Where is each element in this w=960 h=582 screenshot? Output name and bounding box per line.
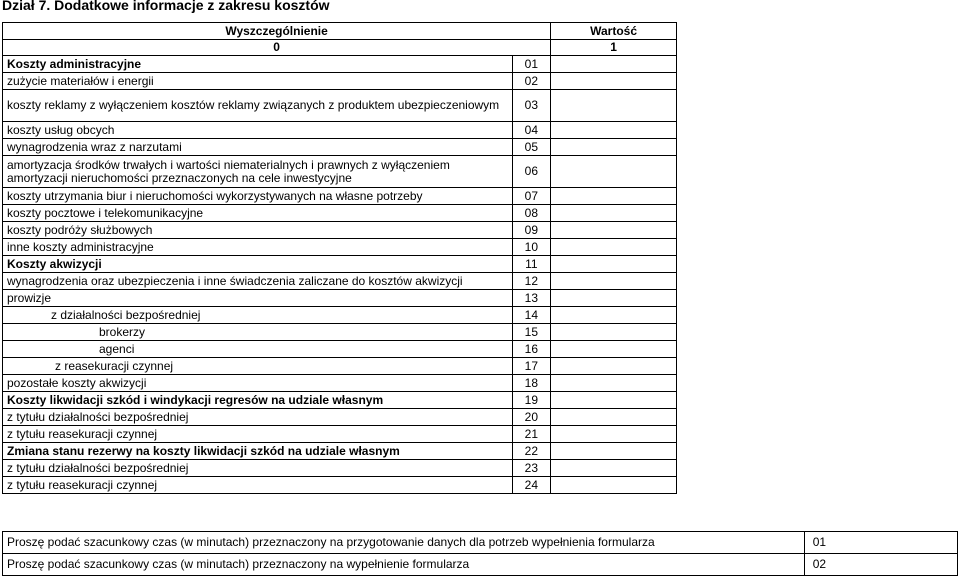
row-label: koszty pocztowe i telekomunikacyjne bbox=[3, 205, 513, 222]
table-row bbox=[3, 426, 677, 443]
table-row bbox=[3, 256, 677, 273]
table-row bbox=[3, 139, 677, 156]
value-cell[interactable] bbox=[551, 205, 677, 222]
table-row bbox=[3, 375, 677, 392]
value-cell[interactable] bbox=[551, 358, 677, 375]
row-label: koszty reklamy z wyłączeniem kosztów reklamy związanych z produktem ubezpieczeniowym bbox=[3, 90, 513, 122]
row-code: 13 bbox=[512, 290, 551, 307]
value-cell[interactable] bbox=[551, 409, 677, 426]
value-cell[interactable] bbox=[551, 290, 677, 307]
table-row bbox=[3, 307, 677, 324]
value-cell[interactable] bbox=[551, 256, 677, 273]
table-row bbox=[3, 122, 677, 139]
row-code: 15 bbox=[512, 324, 551, 341]
table-row bbox=[3, 188, 677, 205]
row-code: 05 bbox=[512, 139, 551, 156]
row-label: wynagrodzenia wraz z narzutami bbox=[3, 139, 513, 156]
row-code: 14 bbox=[512, 307, 551, 324]
row-code: 24 bbox=[512, 477, 551, 494]
row-label: z tytułu działalności bezpośredniej bbox=[3, 409, 513, 426]
table-row bbox=[3, 358, 677, 375]
value-cell[interactable] bbox=[551, 477, 677, 494]
row-label: z tytułu reasekuracji czynnej bbox=[3, 426, 513, 443]
row-code: 04 bbox=[512, 122, 551, 139]
table-row bbox=[3, 205, 677, 222]
row-code: 17 bbox=[512, 358, 551, 375]
row-label: Koszty akwizycji bbox=[3, 256, 513, 273]
value-cell[interactable] bbox=[551, 188, 677, 205]
time-estimate-label: Proszę podać szacunkowy czas (w minutach) przeznaczony na przygotowanie danych dla potrzeb wypełnienia formularza bbox=[3, 532, 805, 554]
row-code: 06 bbox=[512, 156, 551, 188]
table-row bbox=[3, 273, 677, 290]
time-estimate-row bbox=[3, 554, 958, 576]
row-label: Koszty likwidacji szkód i windykacji regresów na udziale własnym bbox=[3, 392, 513, 409]
row-label: pozostałe koszty akwizycji bbox=[3, 375, 513, 392]
table-row bbox=[3, 90, 677, 122]
value-cell[interactable] bbox=[551, 73, 677, 90]
table-row bbox=[3, 239, 677, 256]
row-code: 11 bbox=[512, 256, 551, 273]
value-cell[interactable] bbox=[551, 273, 677, 290]
row-code: 20 bbox=[512, 409, 551, 426]
value-cell[interactable] bbox=[551, 307, 677, 324]
table-row bbox=[3, 56, 677, 73]
row-label: koszty utrzymania biur i nieruchomości wykorzystywanych na własne potrzeby bbox=[3, 188, 513, 205]
row-code: 22 bbox=[512, 443, 551, 460]
header-description: Wyszczególnienie bbox=[3, 23, 551, 40]
time-estimate-code[interactable]: 01 bbox=[804, 532, 957, 554]
time-estimate-table bbox=[2, 531, 958, 576]
table-row bbox=[3, 156, 677, 188]
value-cell[interactable] bbox=[551, 90, 677, 122]
header-value-index: 1 bbox=[551, 40, 677, 56]
value-cell[interactable] bbox=[551, 139, 677, 156]
row-label: koszty usług obcych bbox=[3, 122, 513, 139]
row-label: inne koszty administracyjne bbox=[3, 239, 513, 256]
section-title: Dział 7. Dodatkowe informacje z zakresu kosztów bbox=[2, 0, 330, 13]
table-row bbox=[3, 460, 677, 477]
row-label: zużycie materiałów i energii bbox=[3, 73, 513, 90]
row-label: koszty podróży służbowych bbox=[3, 222, 513, 239]
value-cell[interactable] bbox=[551, 443, 677, 460]
row-label: prowizje bbox=[3, 290, 513, 307]
value-cell[interactable] bbox=[551, 341, 677, 358]
table-row bbox=[3, 222, 677, 239]
row-code: 12 bbox=[512, 273, 551, 290]
table-row bbox=[3, 341, 677, 358]
value-cell[interactable] bbox=[551, 122, 677, 139]
row-label: z tytułu działalności bezpośredniej bbox=[3, 460, 513, 477]
value-cell[interactable] bbox=[551, 239, 677, 256]
row-code: 01 bbox=[512, 56, 551, 73]
value-cell[interactable] bbox=[551, 56, 677, 73]
value-cell[interactable] bbox=[551, 426, 677, 443]
value-cell[interactable] bbox=[551, 460, 677, 477]
row-code: 19 bbox=[512, 392, 551, 409]
row-label: Zmiana stanu rezerwy na koszty likwidacji szkód na udziale własnym bbox=[3, 443, 513, 460]
table-row bbox=[3, 409, 677, 426]
row-code: 18 bbox=[512, 375, 551, 392]
row-code: 23 bbox=[512, 460, 551, 477]
table-row bbox=[3, 290, 677, 307]
row-code: 02 bbox=[512, 73, 551, 90]
costs-table bbox=[2, 22, 677, 494]
time-estimate-code[interactable]: 02 bbox=[804, 554, 957, 576]
row-label: Koszty administracyjne bbox=[3, 56, 513, 73]
row-code: 09 bbox=[512, 222, 551, 239]
header-description-index: 0 bbox=[3, 40, 551, 56]
row-code: 16 bbox=[512, 341, 551, 358]
row-code: 03 bbox=[512, 90, 551, 122]
value-cell[interactable] bbox=[551, 392, 677, 409]
row-code: 10 bbox=[512, 239, 551, 256]
row-label: z reasekuracji czynnej bbox=[3, 358, 513, 375]
row-label: agenci bbox=[3, 341, 513, 358]
value-cell[interactable] bbox=[551, 324, 677, 341]
row-code: 08 bbox=[512, 205, 551, 222]
table-row bbox=[3, 443, 677, 460]
time-estimate-label: Proszę podać szacunkowy czas (w minutach) przeznaczony na wypełnienie formularza bbox=[3, 554, 805, 576]
header-row bbox=[3, 23, 677, 40]
table-row bbox=[3, 477, 677, 494]
table-row bbox=[3, 392, 677, 409]
value-cell[interactable] bbox=[551, 222, 677, 239]
time-estimate-row bbox=[3, 532, 958, 554]
table-row bbox=[3, 324, 677, 341]
row-label: amortyzacja środków trwałych i wartości niematerialnych i prawnych z wyłączeniem amortyzacji nieruchomości przeznaczonych na cele inwestycyjne bbox=[3, 156, 513, 188]
row-label: brokerzy bbox=[3, 324, 513, 341]
header-value: Wartość bbox=[551, 23, 677, 40]
header-index-row bbox=[3, 40, 677, 56]
row-code: 21 bbox=[512, 426, 551, 443]
value-cell[interactable] bbox=[551, 375, 677, 392]
table-row bbox=[3, 73, 677, 90]
row-label: wynagrodzenia oraz ubezpieczenia i inne świadczenia zaliczane do kosztów akwizycji bbox=[3, 273, 513, 290]
row-label: z tytułu reasekuracji czynnej bbox=[3, 477, 513, 494]
value-cell[interactable] bbox=[551, 156, 677, 188]
row-code: 07 bbox=[512, 188, 551, 205]
row-label: z działalności bezpośredniej bbox=[3, 307, 513, 324]
